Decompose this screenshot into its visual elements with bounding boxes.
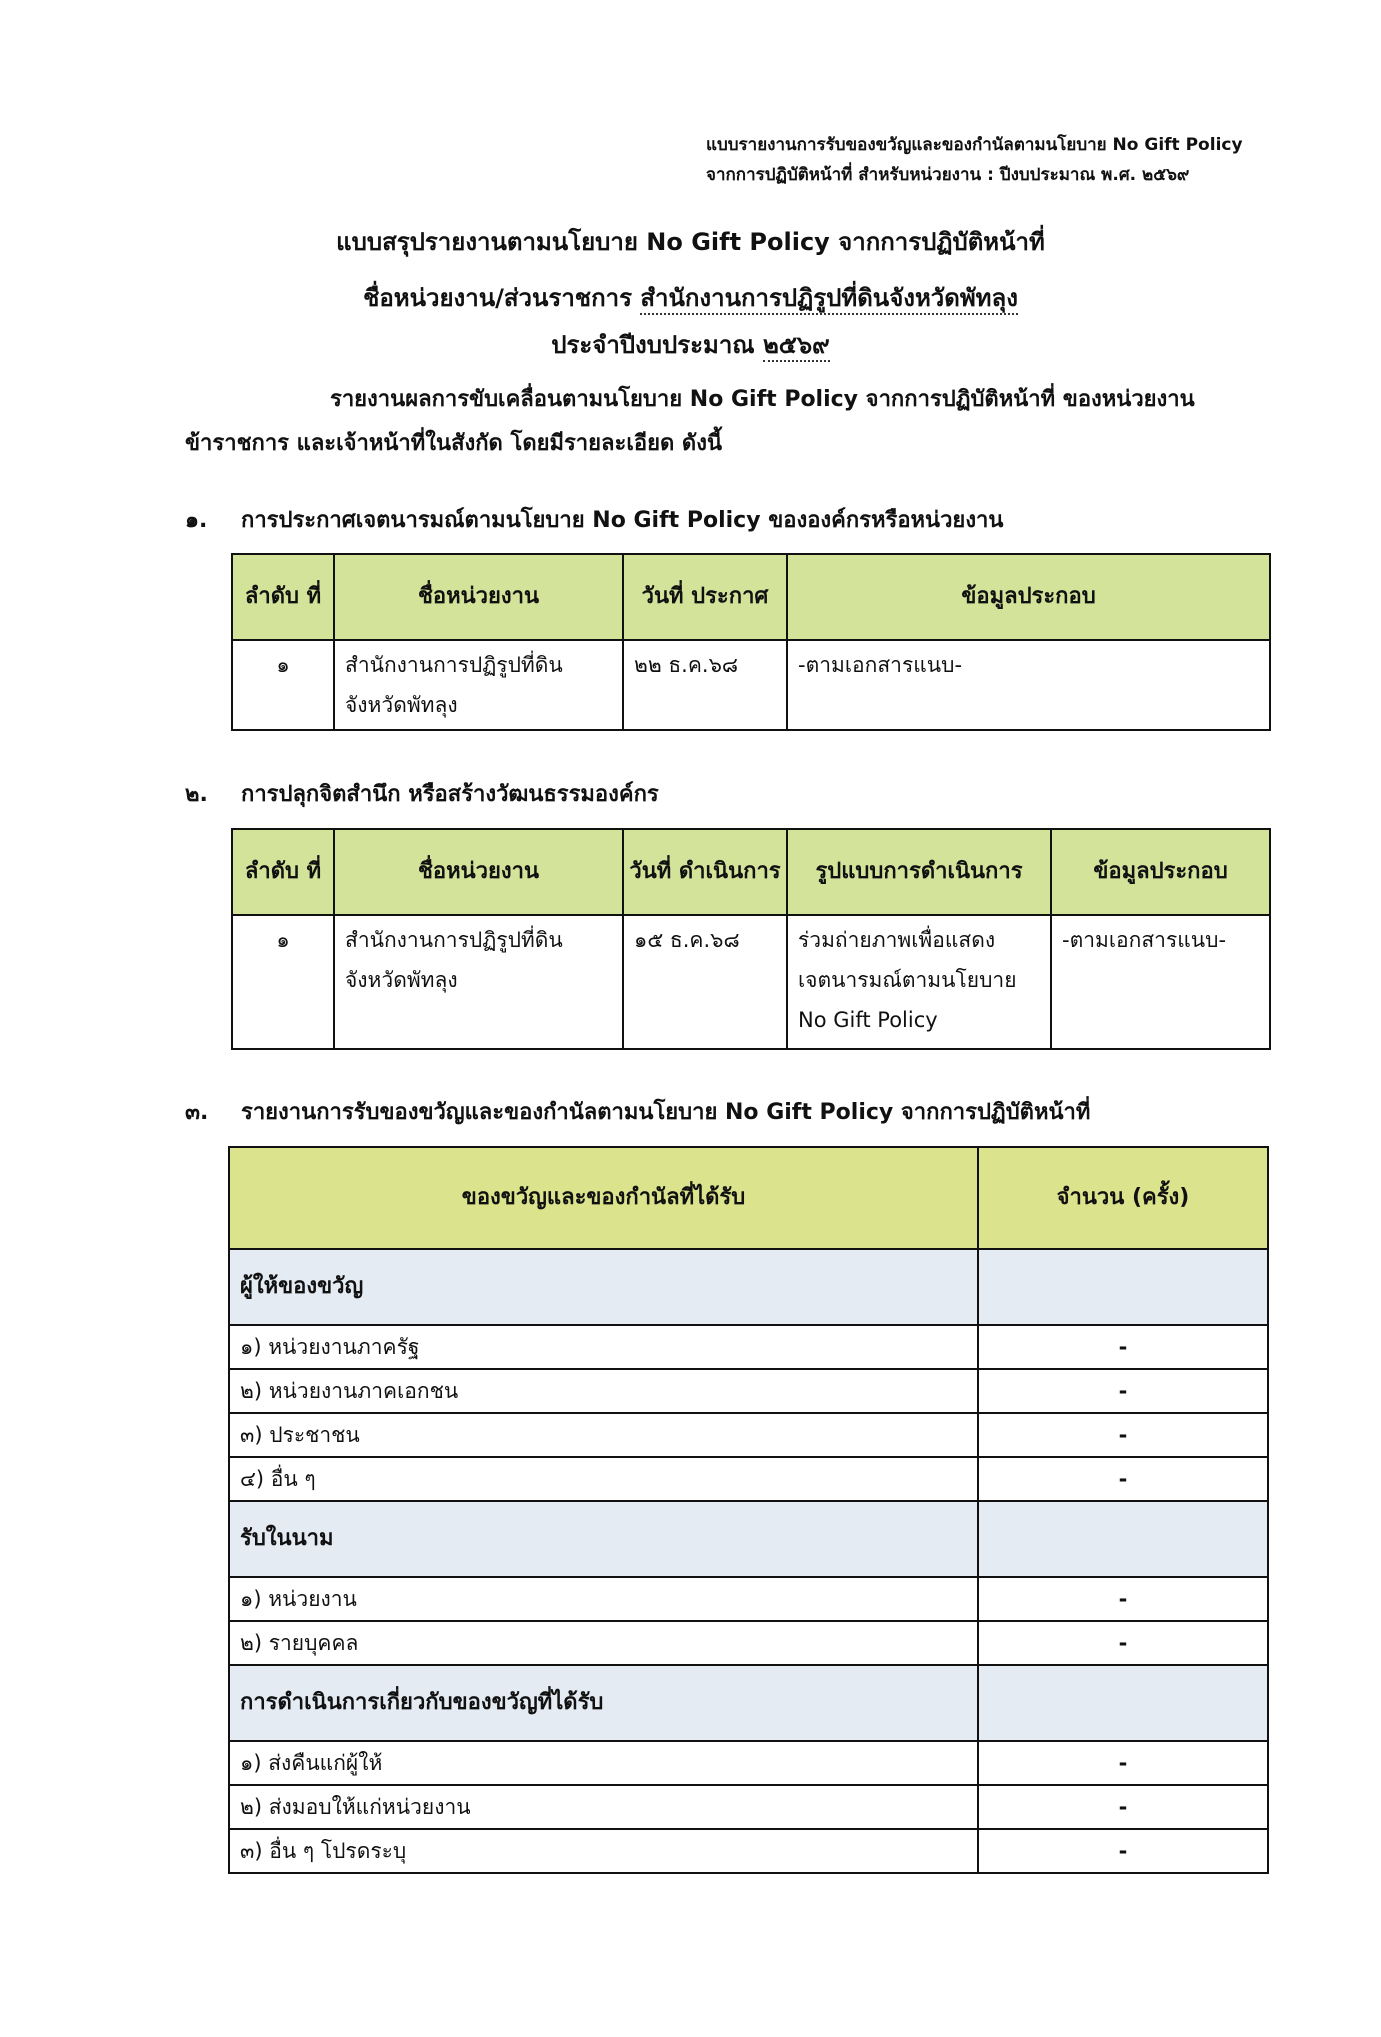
col-format: รูปแบบการดำเนินการ bbox=[787, 829, 1051, 915]
section2-number: ๒. bbox=[185, 782, 208, 807]
category-label: ผู้ให้ของขวัญ bbox=[229, 1249, 978, 1325]
form-header-line2: จากการปฏิบัติหน้าที่ สำหรับหน่วยงาน : ปีงบประมาณ พ.ศ. ๒๕๖๙ bbox=[706, 165, 1190, 185]
item-count: - bbox=[978, 1413, 1268, 1457]
cell-format: ร่วมถ่ายภาพเพื่อแสดง เจตนารมณ์ตามนโยบาย No Gift Policy bbox=[787, 915, 1051, 1049]
table-row bbox=[229, 1741, 1268, 1785]
announcement-table bbox=[231, 553, 1271, 731]
table-row bbox=[229, 1785, 1268, 1829]
category-count bbox=[978, 1501, 1268, 1577]
table-row bbox=[232, 915, 1270, 1049]
col-count: จำนวน (ครั้ง) bbox=[978, 1147, 1268, 1249]
cell-agency: สำนักงานการปฏิรูปที่ดิน จังหวัดพัทลุง bbox=[334, 915, 623, 1049]
item-count: - bbox=[978, 1621, 1268, 1665]
item-count: - bbox=[978, 1457, 1268, 1501]
cell-agency: สำนักงานการปฏิรูปที่ดิน จังหวัดพัทลุง bbox=[334, 640, 623, 730]
item-count: - bbox=[978, 1741, 1268, 1785]
table-header-row bbox=[229, 1147, 1268, 1249]
section3-number: ๓. bbox=[185, 1100, 209, 1125]
table-row bbox=[229, 1369, 1268, 1413]
form-header-line1: แบบรายงานการรับของขวัญและของกำนัลตามนโยบาย No Gift Policy bbox=[706, 135, 1243, 155]
item-label: ๒) หน่วยงานภาคเอกชน bbox=[229, 1369, 978, 1413]
page-title: แบบสรุปรายงานตามนโยบาย No Gift Policy จากการปฏิบัติหน้าที่ bbox=[336, 228, 1045, 256]
section3-heading bbox=[185, 1094, 1090, 1129]
table-row bbox=[229, 1325, 1268, 1369]
awareness-table bbox=[231, 828, 1271, 1050]
item-label: ๑) หน่วยงาน bbox=[229, 1577, 978, 1621]
category-row-received-as bbox=[229, 1501, 1268, 1577]
section1-number: ๑. bbox=[185, 508, 208, 533]
category-row-givers bbox=[229, 1249, 1268, 1325]
intro-line2: ข้าราชการ และเจ้าหน้าที่ในสังกัด โดยมีรายละเอียด ดังนี้ bbox=[185, 431, 722, 456]
cell-date: ๒๒ ธ.ค.๖๘ bbox=[623, 640, 787, 730]
section2-title: การปลุกจิตสำนึก หรือสร้างวัฒนธรรมองค์กร bbox=[241, 782, 659, 807]
table-row bbox=[229, 1621, 1268, 1665]
category-label: การดำเนินการเกี่ยวกับของขวัญที่ได้รับ bbox=[229, 1665, 978, 1741]
agency-label: ชื่อหน่วยงาน/ส่วนราชการ bbox=[363, 284, 632, 312]
table-row bbox=[229, 1457, 1268, 1501]
col-date: วันที่ ดำเนินการ bbox=[623, 829, 787, 915]
fiscal-year-line bbox=[0, 325, 1381, 364]
table-row bbox=[229, 1829, 1268, 1873]
section3-title: รายงานการรับของขวัญและของกำนัลตามนโยบาย No Gift Policy จากการปฏิบัติหน้าที่ bbox=[241, 1100, 1091, 1125]
cell-info: -ตามเอกสารแนบ- bbox=[787, 640, 1270, 730]
agency-value: สำนักงานการปฏิรูปที่ดินจังหวัดพัทลุง bbox=[640, 284, 1018, 315]
col-no: ลำดับ ที่ bbox=[232, 554, 334, 640]
intro-paragraph bbox=[185, 378, 1285, 466]
col-no: ลำดับ ที่ bbox=[232, 829, 334, 915]
table-header-row bbox=[232, 829, 1270, 915]
col-date: วันที่ ประกาศ bbox=[623, 554, 787, 640]
col-gift: ของขวัญและของกำนัลที่ได้รับ bbox=[229, 1147, 978, 1249]
form-header bbox=[706, 130, 1243, 190]
item-label: ๒) รายบุคคล bbox=[229, 1621, 978, 1665]
table-row bbox=[229, 1577, 1268, 1621]
item-count: - bbox=[978, 1369, 1268, 1413]
item-label: ๓) อื่น ๆ โปรดระบุ bbox=[229, 1829, 978, 1873]
section2-heading bbox=[185, 776, 659, 811]
col-info: ข้อมูลประกอบ bbox=[787, 554, 1270, 640]
table-row bbox=[229, 1413, 1268, 1457]
table-header-row bbox=[232, 554, 1270, 640]
cell-no: ๑ bbox=[232, 915, 334, 1049]
cell-date: ๑๕ ธ.ค.๖๘ bbox=[623, 915, 787, 1049]
category-row-handling bbox=[229, 1665, 1268, 1741]
col-agency: ชื่อหน่วยงาน bbox=[334, 829, 623, 915]
gift-report-table bbox=[228, 1146, 1269, 1874]
col-info: ข้อมูลประกอบ bbox=[1051, 829, 1270, 915]
category-count bbox=[978, 1665, 1268, 1741]
col-agency: ชื่อหน่วยงาน bbox=[334, 554, 623, 640]
item-label: ๑) ส่งคืนแก่ผู้ให้ bbox=[229, 1741, 978, 1785]
agency-line bbox=[0, 278, 1381, 317]
item-count: - bbox=[978, 1577, 1268, 1621]
fiscal-year-label: ประจำปีงบประมาณ bbox=[551, 331, 755, 359]
fiscal-year-value: ๒๕๖๙ bbox=[763, 331, 830, 362]
item-count: - bbox=[978, 1785, 1268, 1829]
cell-info: -ตามเอกสารแนบ- bbox=[1051, 915, 1270, 1049]
item-label: ๓) ประชาชน bbox=[229, 1413, 978, 1457]
item-label: ๔) อื่น ๆ bbox=[229, 1457, 978, 1501]
section1-heading bbox=[185, 502, 1003, 537]
item-count: - bbox=[978, 1325, 1268, 1369]
intro-line1: รายงานผลการขับเคลื่อนตามนโยบาย No Gift Policy จากการปฏิบัติหน้าที่ ของหน่วยงาน bbox=[330, 387, 1195, 412]
category-label: รับในนาม bbox=[229, 1501, 978, 1577]
table-row bbox=[232, 640, 1270, 730]
cell-no: ๑ bbox=[232, 640, 334, 730]
item-label: ๑) หน่วยงานภาครัฐ bbox=[229, 1325, 978, 1369]
item-label: ๒) ส่งมอบให้แก่หน่วยงาน bbox=[229, 1785, 978, 1829]
category-count bbox=[978, 1249, 1268, 1325]
item-count: - bbox=[978, 1829, 1268, 1873]
section1-title: การประกาศเจตนารมณ์ตามนโยบาย No Gift Policy ขององค์กรหรือหน่วยงาน bbox=[241, 508, 1004, 533]
